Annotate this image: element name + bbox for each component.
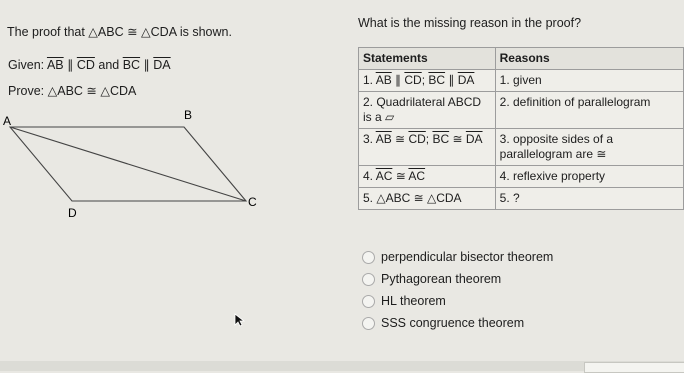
question-text: What is the missing reason in the proof? [358,16,582,30]
parallelogram-diagram [0,105,270,225]
proof-table [358,47,684,210]
radio-button-icon[interactable] [362,295,375,308]
answer-option-label: perpendicular bisector theorem [381,250,554,264]
vertex-label-c: C [248,195,257,209]
radio-button-icon[interactable] [362,317,375,330]
given-segment: $\overline{BC}$ [122,58,141,72]
reason-cell: 2. definition of parallelogram [495,92,683,129]
table-row [359,188,684,210]
given-segment: $\overline{CD}$ [76,58,95,72]
statement-cell: 2. Quadrilateral ABCD is a ▱ [359,92,496,129]
given-segment: $\overline{DA}$ [153,58,171,72]
footer-strip [0,361,684,371]
given-segment: $\overline{AB}$ [46,58,64,72]
reason-cell: 1. given [495,70,683,92]
answer-option-label: HL theorem [381,294,446,308]
problem-statement: The proof that △ABC ≅ △CDA is shown. [7,25,232,39]
prove-statement: △ABC ≅ △CDA [47,84,137,98]
vertex-label-d: D [68,206,77,220]
given-and: and [94,58,123,72]
reasons-header: Reasons [495,48,683,70]
statement-cell: 5. △ABC ≅ △CDA [359,188,496,210]
table-row [359,129,684,166]
table-row [359,92,684,129]
statement-cell: 1. $\overline{AB}$ ∥ $\overline{CD}$; $\overline{BC}$ ∥ $\overline{DA}$ [359,70,496,92]
mouse-pointer-icon [234,313,246,327]
statement-cell: 3. $\overline{AB}$ ≅ $\overline{CD}$; $\overline{BC}$ ≅ $\overline{DA}$ [359,129,496,166]
statements-header: Statements [359,48,496,70]
given-label: Given: [8,58,45,72]
vertex-label-b: B [184,108,193,122]
answer-option-label: Pythagorean theorem [381,272,502,286]
table-row [359,70,684,92]
answer-option[interactable] [362,250,553,264]
answer-option[interactable] [362,316,524,330]
answer-option[interactable] [362,294,446,308]
vertex-label-a: A [3,114,12,128]
reason-cell: 3. opposite sides of a parallelogram are ≅ [495,129,683,166]
diagonal-ac [10,127,246,201]
statement-cell: 4. $\overline{AC}$ ≅ $\overline{AC}$ [359,166,496,188]
answer-option-label: SSS congruence theorem [381,316,525,330]
table-row [359,166,684,188]
radio-button-icon[interactable] [362,273,375,286]
parallel-symbol: ∥ [140,58,154,72]
parallel-symbol: ∥ [63,58,77,72]
reason-cell: 4. reflexive property [495,166,683,188]
missing-reason-cell: 5. ? [495,188,683,210]
given-line [8,57,171,72]
prove-label: Prove: [8,84,45,98]
prove-line [8,83,136,98]
footer-button[interactable] [584,362,684,373]
radio-button-icon[interactable] [362,251,375,264]
answer-option[interactable] [362,272,501,286]
